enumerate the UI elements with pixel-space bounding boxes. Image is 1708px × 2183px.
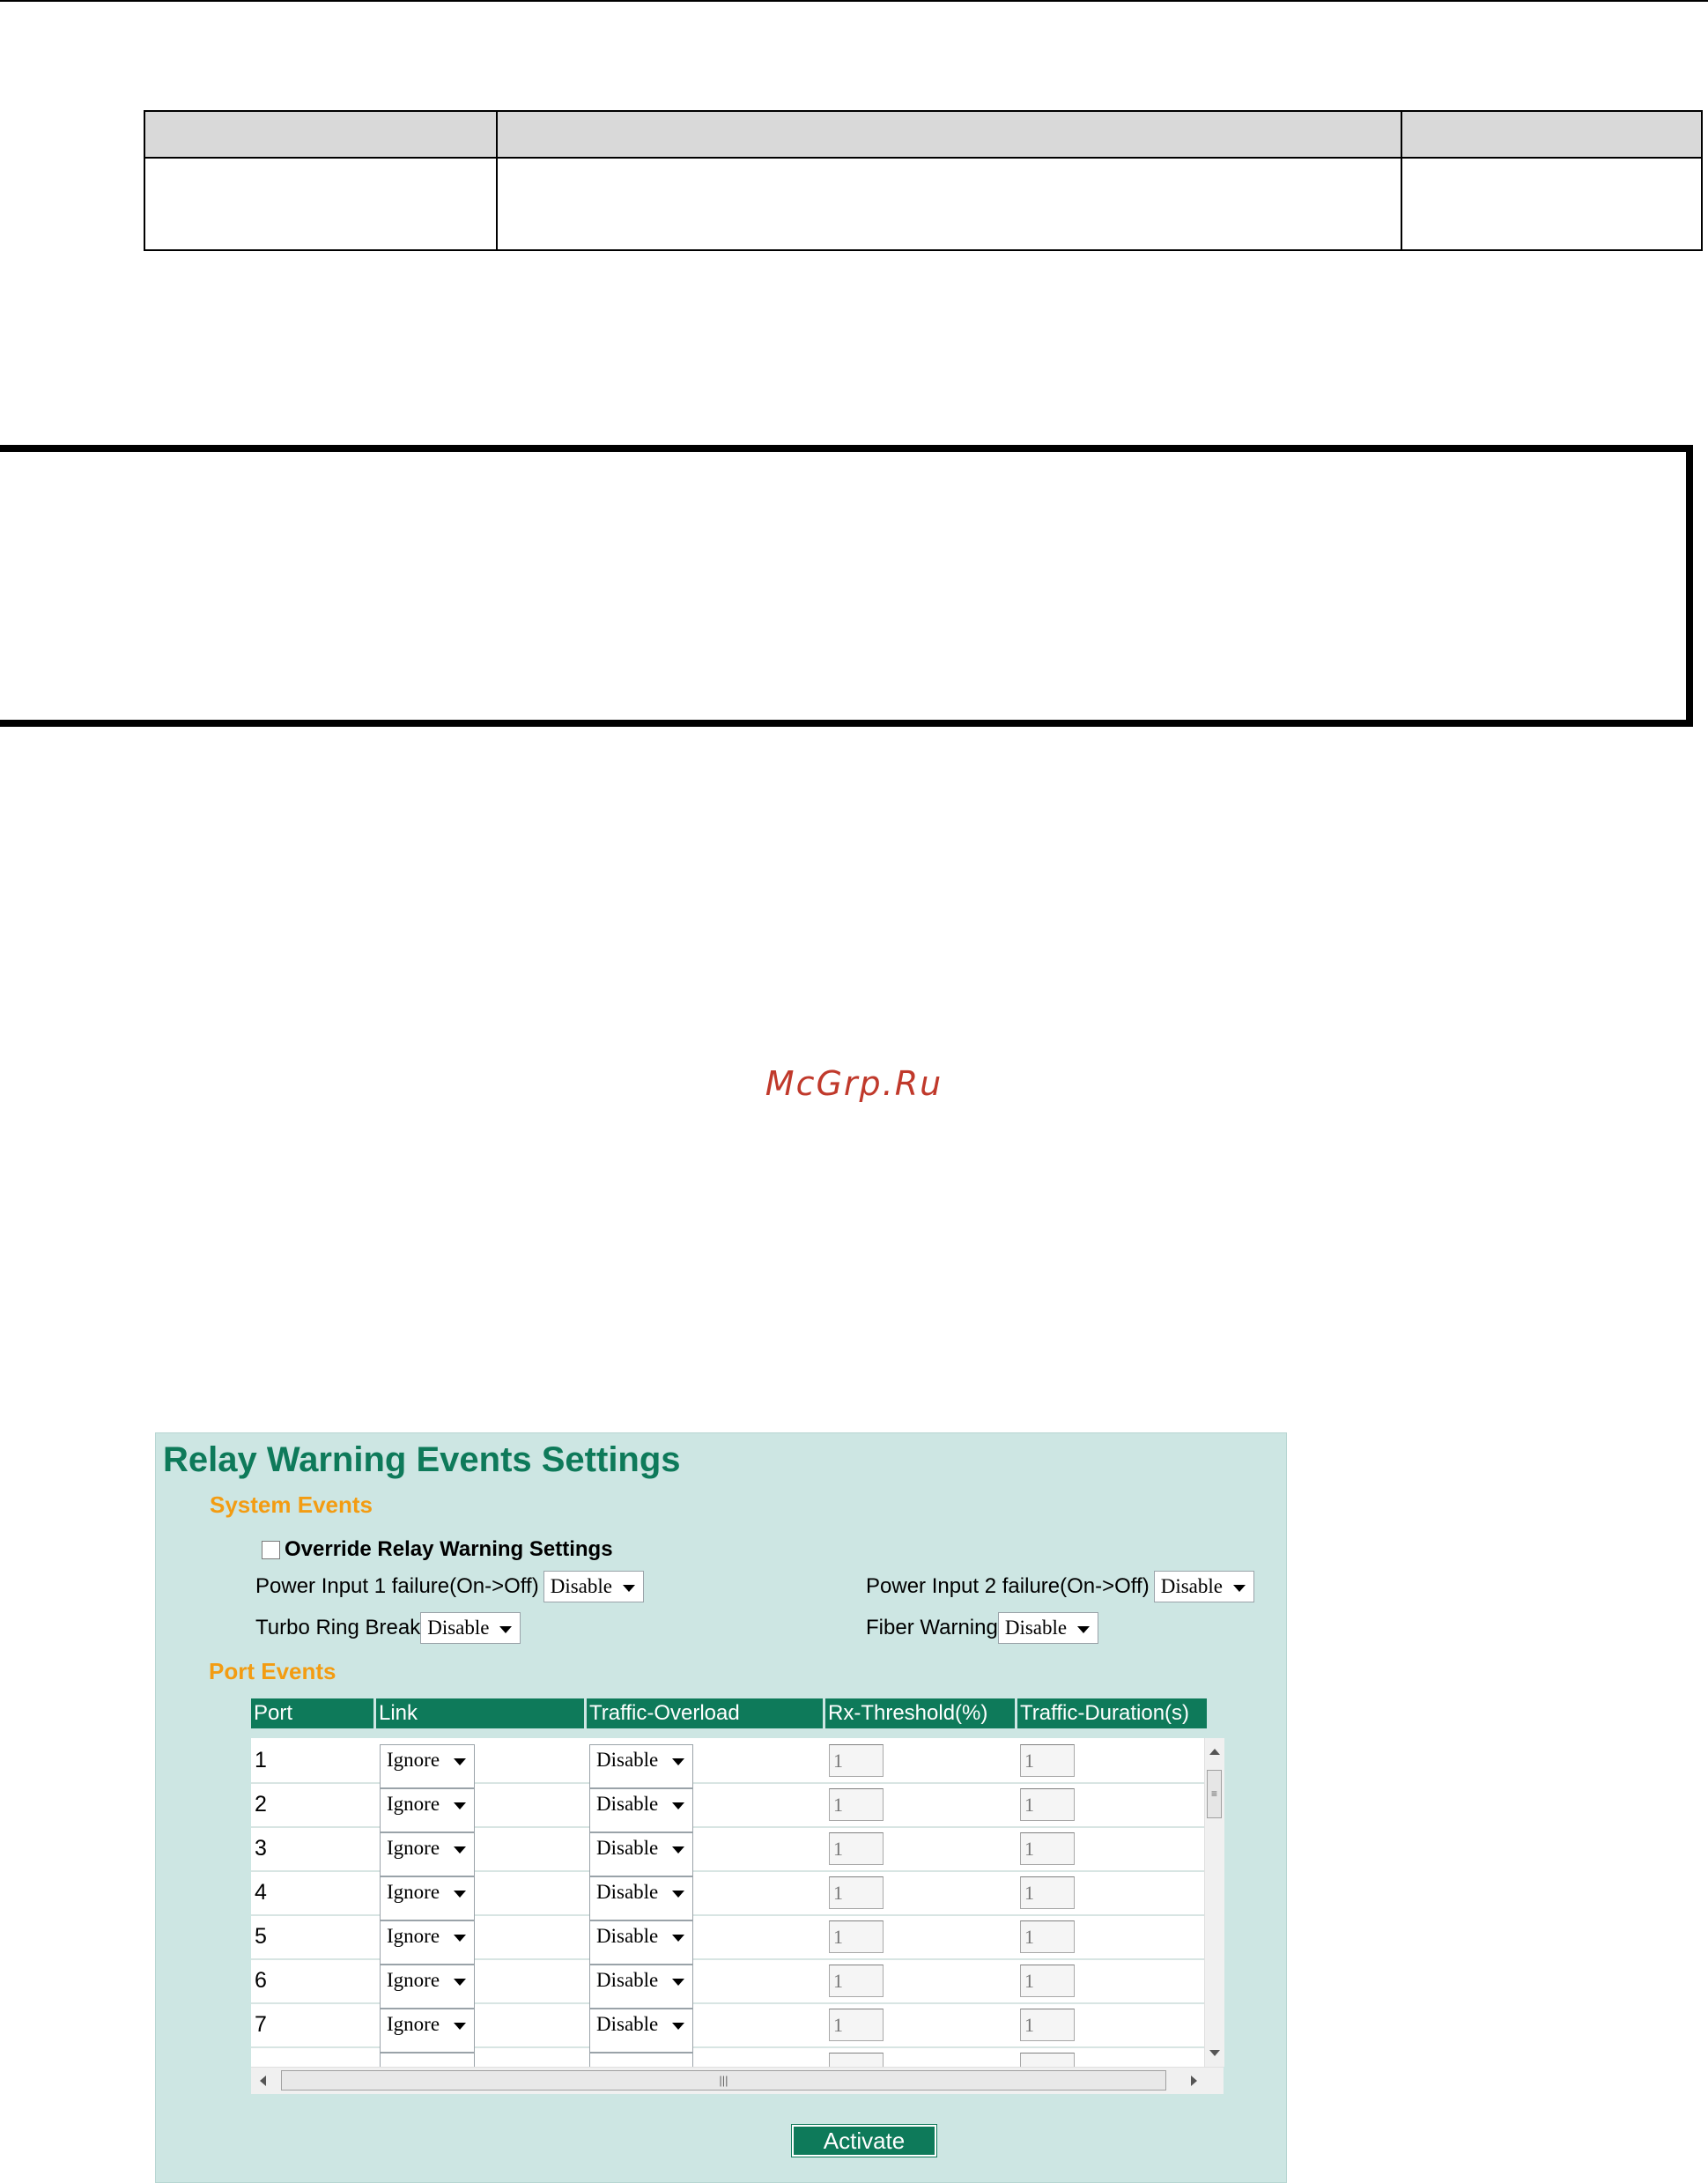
top-rule <box>0 0 1708 2</box>
turbo-ring-value: Disable <box>427 1617 490 1639</box>
fiber-warning-label: Fiber Warning <box>866 1616 998 1639</box>
document-table-header-cell <box>1401 111 1702 158</box>
rx-threshold-input[interactable] <box>829 2053 884 2067</box>
chevron-down-icon <box>672 1979 684 1986</box>
traffic-duration-input[interactable] <box>1020 2053 1075 2067</box>
link-value: Ignore <box>387 1749 440 1771</box>
chevron-down-icon <box>672 1891 684 1898</box>
traffic-overload-value: Disable <box>596 1793 659 1815</box>
chevron-down-icon <box>454 1846 466 1854</box>
fiber-warning-field <box>866 1612 1098 1644</box>
column-header-traffic-duration: Traffic-Duration(s) <box>1017 1698 1207 1728</box>
chevron-down-icon <box>1233 1585 1246 1592</box>
scroll-left-icon[interactable] <box>260 2076 266 2086</box>
link-value: Ignore <box>387 1881 440 1903</box>
traffic-duration-input[interactable]: 1 <box>1020 1920 1075 1953</box>
port-number: 4 <box>255 1880 267 1905</box>
traffic-duration-input[interactable]: 1 <box>1020 1788 1075 1821</box>
horizontal-scrollbar[interactable] <box>251 2067 1224 2094</box>
note-box <box>0 445 1693 727</box>
rx-threshold-input[interactable]: 1 <box>829 1788 884 1821</box>
link-value: Ignore <box>387 1793 440 1815</box>
scroll-right-icon[interactable] <box>1191 2076 1197 2086</box>
override-row <box>262 1537 613 1562</box>
rx-threshold-input[interactable]: 1 <box>829 1920 884 1953</box>
port-table-body <box>251 1738 1224 2067</box>
document-table-header-cell <box>497 111 1401 158</box>
power-input-2-label: Power Input 2 failure(On->Off) <box>866 1574 1150 1598</box>
chevron-down-icon <box>672 1935 684 1942</box>
traffic-overload-value: Disable <box>596 1881 659 1903</box>
document-table-cell <box>497 158 1401 250</box>
activate-button[interactable]: Activate <box>792 2125 936 2157</box>
link-value: Ignore <box>387 1925 440 1947</box>
turbo-ring-label: Turbo Ring Break <box>255 1616 421 1639</box>
port-events-heading: Port Events <box>209 1658 336 1684</box>
column-header-rx-threshold: Rx-Threshold(%) <box>825 1698 1015 1728</box>
chevron-down-icon <box>672 1758 684 1765</box>
override-label: Override Relay Warning Settings <box>285 1537 613 1561</box>
watermark: McGrp.Ru <box>765 1064 943 1103</box>
power-input-1-label: Power Input 1 failure(On->Off) <box>255 1574 539 1598</box>
chevron-down-icon <box>672 1846 684 1854</box>
fiber-warning-select[interactable] <box>998 1612 1098 1644</box>
table-row <box>251 2002 1204 2048</box>
chevron-down-icon <box>454 1979 466 1986</box>
link-value: Ignore <box>387 1837 440 1859</box>
relay-warning-panel <box>155 1432 1287 2183</box>
traffic-duration-input[interactable]: 1 <box>1020 1832 1075 1865</box>
chevron-down-icon <box>454 1758 466 1765</box>
table-row <box>251 1782 1204 1828</box>
document-table <box>144 110 1703 251</box>
override-checkbox[interactable] <box>262 1541 280 1559</box>
column-header-link: Link <box>376 1698 584 1728</box>
traffic-duration-input[interactable]: 1 <box>1020 2009 1075 2041</box>
document-table-header-row <box>144 111 1702 158</box>
page-title: Relay Warning Events Settings <box>163 1440 681 1479</box>
link-value: Ignore <box>387 1969 440 1991</box>
vertical-scroll-thumb[interactable]: ≡ <box>1207 1770 1222 1818</box>
turbo-ring-select[interactable] <box>420 1612 521 1644</box>
vertical-scrollbar[interactable] <box>1204 1738 1224 2067</box>
port-number: 7 <box>255 2012 267 2037</box>
power-input-2-value: Disable <box>1160 1575 1223 1597</box>
turbo-ring-field <box>255 1612 521 1644</box>
power-input-1-select[interactable] <box>543 1571 644 1602</box>
power-input-2-field <box>866 1571 1254 1602</box>
table-row <box>251 2046 1204 2067</box>
fiber-warning-value: Disable <box>1004 1617 1068 1639</box>
chevron-down-icon <box>454 1891 466 1898</box>
rx-threshold-input[interactable]: 1 <box>829 2009 884 2041</box>
chevron-down-icon <box>454 1935 466 1942</box>
traffic-duration-input[interactable]: 1 <box>1020 1965 1075 1997</box>
port-number: 5 <box>255 1924 267 1949</box>
chevron-down-icon <box>672 2023 684 2030</box>
chevron-down-icon <box>623 1585 635 1592</box>
traffic-overload-value: Disable <box>596 1749 659 1771</box>
chevron-down-icon <box>454 1802 466 1809</box>
traffic-overload-value: Disable <box>596 2013 659 2035</box>
horizontal-scroll-thumb[interactable]: ||| <box>281 2070 1166 2090</box>
link-select[interactable] <box>380 2053 475 2067</box>
power-input-2-select[interactable] <box>1154 1571 1254 1602</box>
chevron-down-icon <box>1077 1626 1090 1633</box>
document-table-header-cell <box>144 111 497 158</box>
document-table-cell <box>144 158 497 250</box>
traffic-duration-input[interactable]: 1 <box>1020 1744 1075 1777</box>
table-row <box>251 1958 1204 2004</box>
link-value: Ignore <box>387 2013 440 2035</box>
table-row <box>251 1870 1204 1916</box>
chevron-down-icon <box>454 2023 466 2030</box>
traffic-overload-value: Disable <box>596 1925 659 1947</box>
port-number: 2 <box>255 1792 267 1817</box>
table-row <box>251 1914 1204 1960</box>
rx-threshold-input[interactable]: 1 <box>829 1832 884 1865</box>
chevron-down-icon <box>499 1626 512 1633</box>
traffic-overload-value: Disable <box>596 1969 659 1991</box>
traffic-overload-value: Disable <box>596 1837 659 1859</box>
port-number: 1 <box>255 1748 267 1772</box>
port-number: 3 <box>255 1836 267 1861</box>
chevron-down-icon <box>672 1802 684 1809</box>
rx-threshold-input[interactable]: 1 <box>829 1965 884 1997</box>
traffic-duration-input[interactable]: 1 <box>1020 1876 1075 1909</box>
scroll-up-icon[interactable] <box>1209 1749 1220 1755</box>
traffic-overload-select[interactable] <box>589 2053 693 2067</box>
rx-threshold-input[interactable]: 1 <box>829 1744 884 1777</box>
power-input-1-field <box>255 1571 644 1602</box>
column-header-traffic-overload: Traffic-Overload <box>587 1698 823 1728</box>
system-events-heading: System Events <box>210 1491 373 1518</box>
power-input-1-value: Disable <box>550 1575 612 1597</box>
port-number: 6 <box>255 1968 267 1993</box>
document-table-row <box>144 158 1702 250</box>
document-table-cell <box>1401 158 1702 250</box>
table-row <box>251 1738 1204 1784</box>
scroll-down-icon[interactable] <box>1209 2050 1220 2056</box>
column-header-port: Port <box>251 1698 373 1728</box>
rx-threshold-input[interactable]: 1 <box>829 1876 884 1909</box>
table-row <box>251 1826 1204 1872</box>
